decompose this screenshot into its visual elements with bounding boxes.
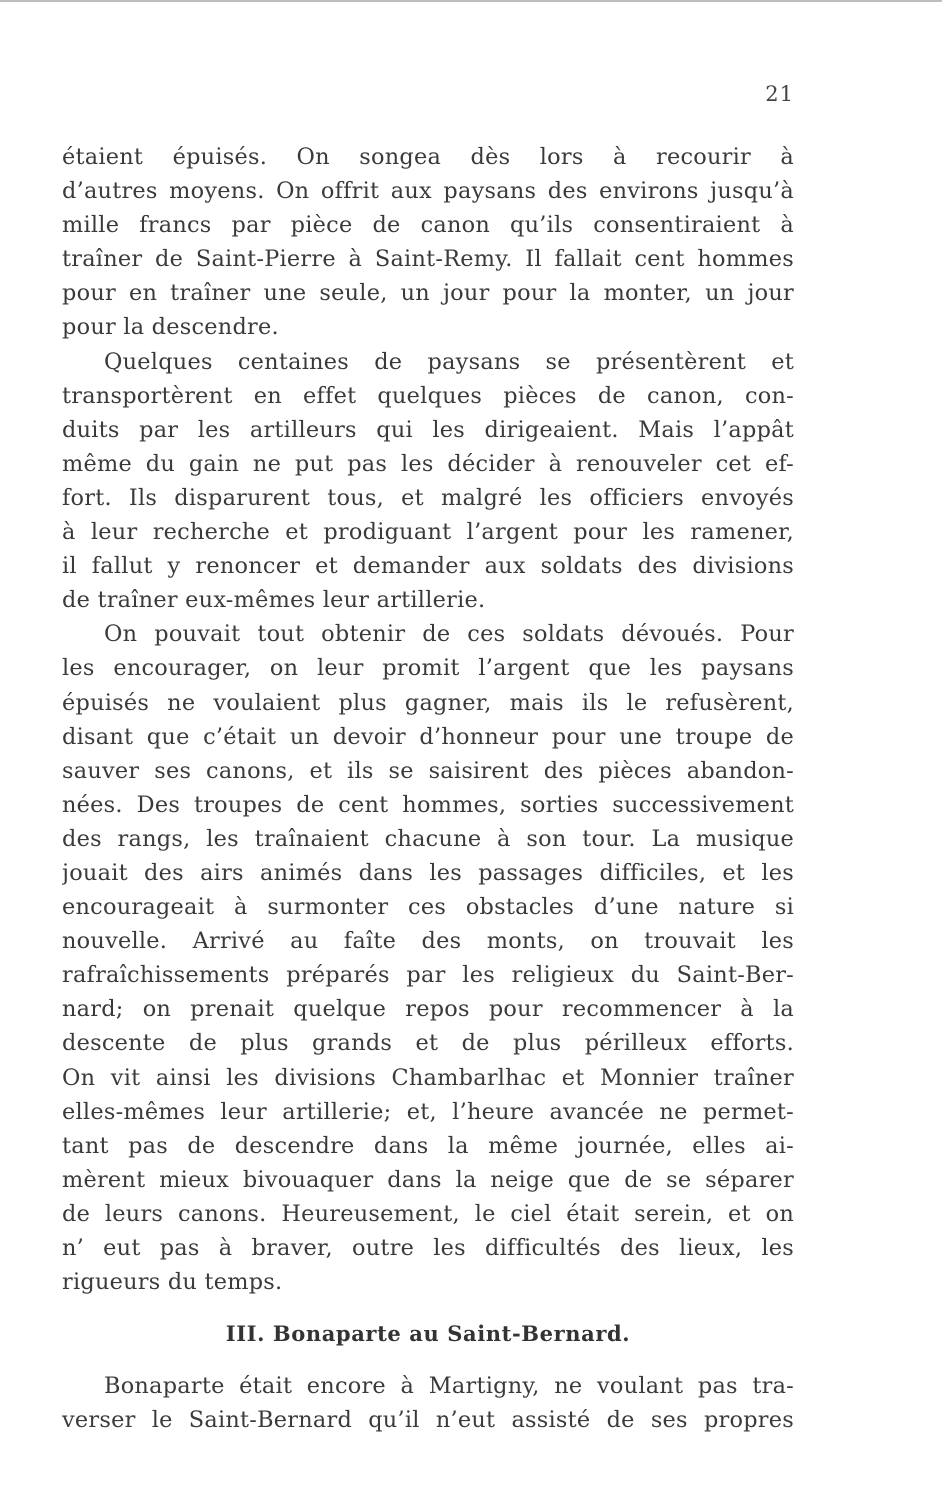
- section-heading: III. Bonaparte au Saint-Bernard.: [225, 1321, 631, 1347]
- text-line: traîner de Saint-Pierre à Saint-Remy. Il fallait cent hommes: [62, 246, 794, 273]
- text-line: pour en traîner une seule, un jour pour la monter, un jour: [62, 280, 794, 307]
- text-line: d’autres moyens. On offrit aux paysans des environs jusqu’à: [62, 178, 794, 205]
- text-line: n’ eut pas à braver, outre les difficultés des lieux, les: [62, 1235, 794, 1261]
- text-line: nouvelle. Arrivé au faîte des monts, on trouvait les: [62, 928, 794, 955]
- text-line: jouait des airs animés dans les passages difficiles, et les: [62, 859, 794, 886]
- text-line: elles-mêmes leur artillerie; et, l’heure avancée ne permet-: [62, 1098, 794, 1125]
- text-line: pour la descendre.: [62, 314, 279, 341]
- text-line: Quelques centaines de paysans se présentèrent et: [104, 348, 794, 375]
- text-line: tant pas de descendre dans la même journée, elles ai-: [62, 1132, 794, 1159]
- text-line: des rangs, les traînaient chacune à son tour. La musique: [62, 825, 794, 852]
- top-border: [0, 0, 942, 2]
- body-text: [62, 140, 794, 1437]
- text-line: il fallut y renoncer et demander aux soldats des divisions: [62, 553, 794, 580]
- text-line: nées. Des troupes de cent hommes, sorties successivement: [62, 791, 794, 818]
- text-line: rigueurs du temps.: [62, 1269, 283, 1296]
- text-line: On pouvait tout obtenir de ces soldats dévoués. Pour: [104, 621, 794, 648]
- text-line: de traîner eux-mêmes leur artillerie.: [62, 587, 486, 614]
- text-line: nard; on prenait quelque repos pour recommencer à la: [62, 996, 794, 1023]
- text-line: étaient épuisés. On songea dès lors à recourir à: [62, 144, 794, 170]
- text-line: fort. Ils disparurent tous, et malgré les officiers envoyés: [62, 484, 794, 511]
- text-line: sauver ses canons, et ils se saisirent des pièces abandon-: [62, 757, 794, 784]
- text-line: les encourager, on leur promit l’argent que les paysans: [62, 655, 794, 682]
- text-line: épuisés ne voulaient plus gagner, mais ils le refusèrent,: [62, 689, 794, 716]
- text-line: verser le Saint-Bernard qu’il n’eut assisté de ses propres: [62, 1407, 794, 1434]
- text-line: rafraîchissements préparés par les religieux du Saint-Ber-: [62, 962, 794, 989]
- text-line: Bonaparte était encore à Martigny, ne voulant pas tra-: [104, 1373, 794, 1400]
- text-line: disant que c’était un devoir d’honneur pour une troupe de: [62, 723, 794, 750]
- text-line: encourageait à surmonter ces obstacles d’une nature si: [62, 894, 794, 921]
- text-line: duits par les artilleurs qui les dirigeaient. Mais l’appât: [62, 416, 794, 443]
- text-line: à leur recherche et prodiguant l’argent pour les ramener,: [62, 519, 794, 546]
- page-number: 21: [765, 82, 794, 106]
- text-line: de leurs canons. Heureusement, le ciel était serein, et on: [62, 1200, 794, 1227]
- text-line: même du gain ne put pas les décider à renouveler cet ef-: [62, 450, 794, 477]
- text-line: mille francs par pièce de canon qu’ils consentiraient à: [62, 212, 794, 239]
- text-line: mèrent mieux bivouaquer dans la neige que de se séparer: [62, 1166, 794, 1193]
- text-line: transportèrent en effet quelques pièces de canon, con-: [62, 382, 794, 409]
- text-line: descente de plus grands et de plus périlleux efforts.: [62, 1030, 794, 1057]
- text-line: On vit ainsi les divisions Chambarlhac et Monnier traîner: [62, 1064, 794, 1091]
